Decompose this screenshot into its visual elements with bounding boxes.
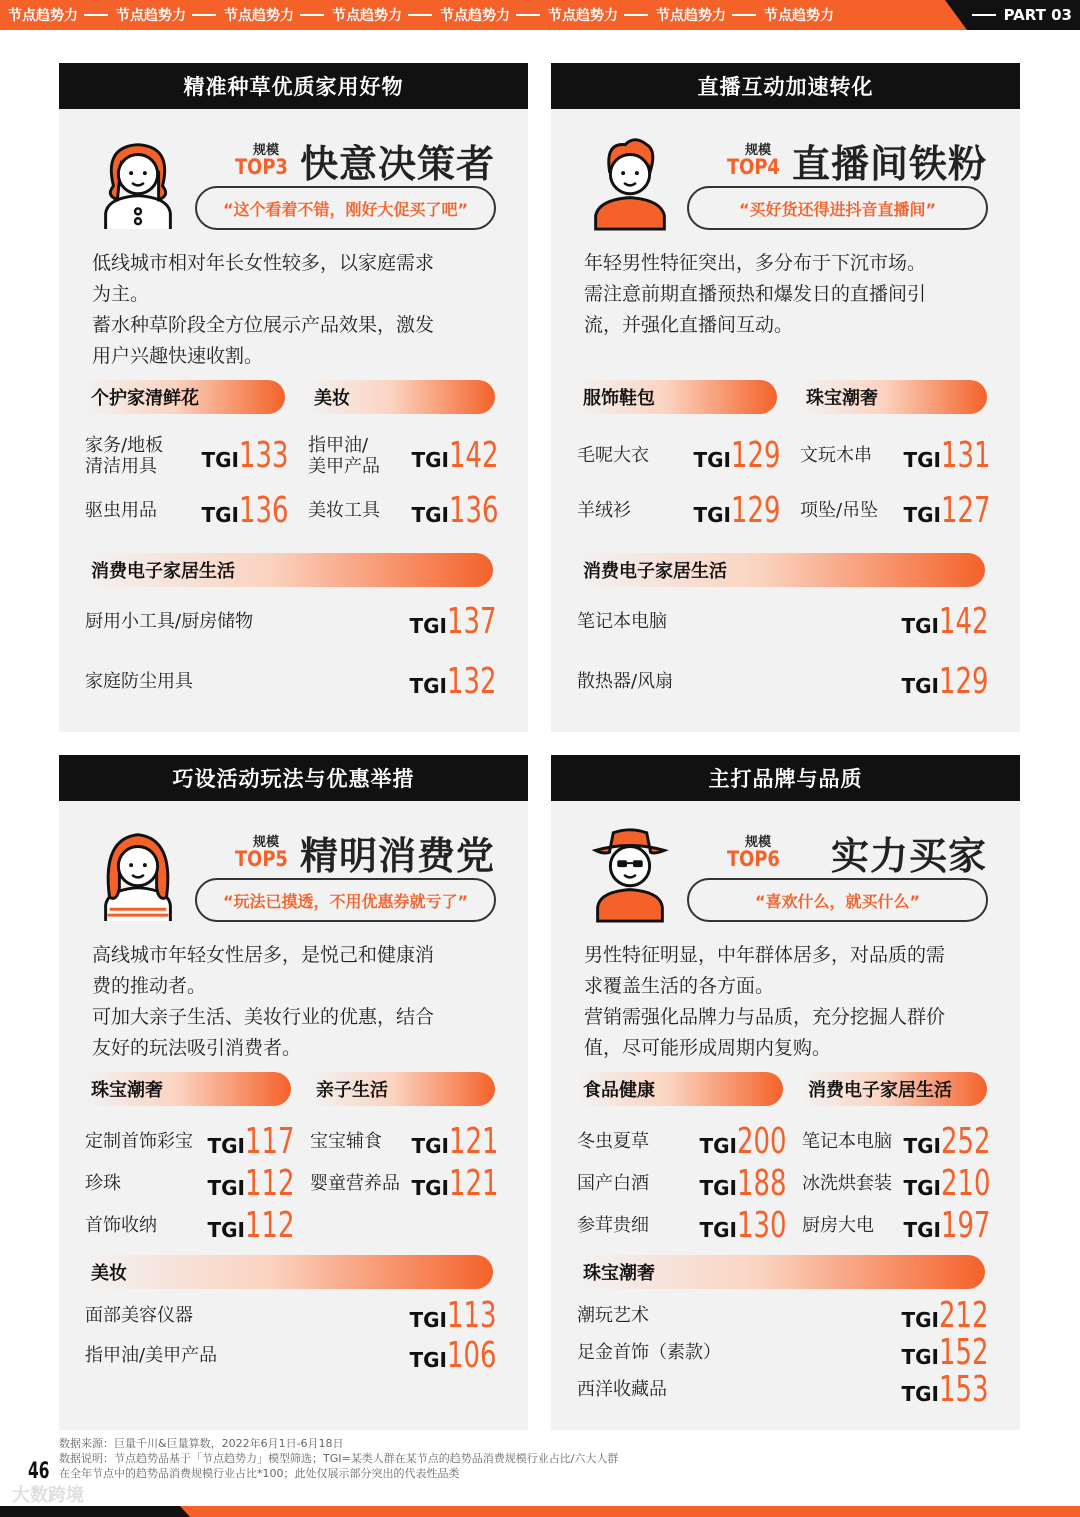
tgi-label: TGI [699,1133,737,1158]
category-section-full [577,1255,989,1410]
tgi-row [85,428,289,483]
banner-tag [764,5,834,25]
item-name: 参茸贵细 [577,1214,649,1236]
data-note: 数据说明：节点趋势品基于「节点趋势力」模型筛选；TGI=某类人群在某节点的趋势品消费规模行业占比/六大人群 [59,1452,619,1465]
item-name: 珍珠 [85,1172,121,1194]
tgi-label: TGI [901,1345,939,1369]
tgi-value [411,490,499,531]
item-name: 羊绒衫 [577,500,631,521]
tgi-value [207,1204,295,1246]
tgi-value [411,1162,499,1204]
persona-title: 直播间铁粉 [791,142,987,186]
banner-tag-text: 节点趋势力 [548,8,618,24]
tgi-label: TGI [903,1133,941,1158]
persona-quote: “玩法已摸透，不用优惠券就亏了” [195,878,496,922]
description-line: 可加大亲子生活、美妆行业的优惠，结合 [92,1006,435,1028]
persona-description [92,248,434,372]
tgi-row [85,1334,497,1376]
tgi-value [411,435,499,476]
tgi-label: TGI [901,613,939,638]
category-bar: 消费电子家居生活 [85,553,493,587]
rank-label: TOP4 [727,155,780,179]
persona-title: 实力买家 [830,834,987,878]
item-name: 驱虫用品 [85,500,157,521]
tgi-label: TGI [409,673,447,698]
persona-quote: “这个看着不错，刚好大促买了吧” [195,186,496,230]
persona-card [551,63,1020,732]
tgi-row [85,651,497,711]
item-name: 面部美容仪器 [85,1304,193,1326]
tgi-row [577,1295,989,1336]
card-header: 精准种草优质家用好物 [59,63,528,109]
tgi-value [207,1120,295,1162]
tgi-label: TGI [903,448,941,472]
category-bar: 消费电子家居生活 [802,1072,987,1106]
item-name: 散热器/风扇 [577,670,674,692]
item-name: 家庭防尘用具 [85,670,193,692]
tgi-label: TGI [207,1133,245,1158]
banner-tag [332,5,432,25]
category-bar: 珠宝潮奢 [577,1255,985,1289]
description-line: 低线城市相对年长女性较多，以家庭需求 [92,252,435,274]
banner-tag-text: 节点趋势力 [440,8,510,24]
tgi-value [903,435,991,476]
description-line: 费的推动者。 [92,975,207,997]
item-name: 冬虫夏草 [577,1130,649,1152]
tgi-row [308,428,499,483]
male-avatar-icon [585,127,675,231]
tgi-label: TGI [411,503,449,527]
banner-tag-text: 节点趋势力 [8,8,78,24]
tgi-number: 117 [245,1120,295,1162]
category-section [577,380,781,538]
description-line: 用户兴趣快速收割。 [92,345,264,367]
tgi-value [409,1294,497,1336]
tgi-row [800,483,991,538]
category-bar: 珠宝潮奢 [800,380,987,414]
persona-title: 精明消费党 [299,834,495,878]
description-line: 流，并强化直播间互动。 [584,314,794,336]
item-name: 毛呢大衣 [577,445,649,466]
data-source: 数据来源：巨量千川&巨量算数，2022年6月1日-6月18日 [59,1437,344,1450]
tgi-value [699,1162,787,1204]
tgi-label: TGI [411,1133,449,1158]
card-header: 巧设活动玩法与优惠举措 [59,755,528,801]
tgi-row [577,1162,787,1204]
tgi-value [411,1120,499,1162]
category-section [85,1072,295,1246]
tgi-label: TGI [409,613,447,638]
tgi-number: 121 [449,1120,499,1162]
banner-tag-text: 节点趋势力 [332,8,402,24]
tgi-number: 252 [941,1120,991,1162]
tgi-label: TGI [901,1308,939,1332]
tgi-number: 129 [939,660,989,702]
item-name: 文玩木串 [800,445,872,466]
dash-divider [192,14,216,16]
scale-label: 规模 [253,143,280,158]
tgi-row [85,1294,497,1336]
category-section [308,380,499,538]
item-name: 笔记本电脑 [802,1130,892,1152]
tgi-value [901,600,989,642]
tgi-label: TGI [201,448,239,472]
rank-label: TOP5 [235,847,288,871]
description-line: 高线城市年轻女性居多，是悦己和健康消 [92,944,435,966]
tgi-value [903,490,991,531]
tgi-number: 129 [731,490,781,531]
category-section [577,1072,787,1246]
tgi-label: TGI [201,503,239,527]
card-header: 直播互动加速转化 [551,63,1020,109]
tgi-row [310,1162,499,1204]
item-name: 足金首饰（素款） [577,1342,721,1363]
tgi-row [85,1204,295,1246]
persona-card [59,63,528,732]
banner-tag [8,5,108,25]
tgi-label: TGI [207,1217,245,1242]
item-name: 厨用小工具/厨房储物 [85,610,254,632]
tgi-row [577,1332,989,1373]
tgi-label: TGI [411,1175,449,1200]
tgi-row [802,1120,991,1162]
tgi-label: TGI [903,503,941,527]
tgi-value [207,1162,295,1204]
tgi-label: TGI [411,448,449,472]
watermark: 大数跨境 [12,1485,84,1506]
tgi-value [903,1204,991,1246]
tgi-label: TGI [409,1307,447,1332]
tgi-number: 137 [447,600,497,642]
tgi-label: TGI [699,1217,737,1242]
footer-notes [59,1436,618,1481]
scale-label: 规模 [253,835,280,850]
category-section [802,1072,991,1246]
tgi-row [577,1204,787,1246]
banner-tag [440,5,540,25]
category-section-full [85,1255,497,1376]
dash-divider [732,14,756,16]
banner-tags [8,5,834,25]
young-female-avatar-icon [93,819,183,923]
rank-label: TOP3 [235,155,288,179]
tgi-row [85,483,289,538]
tgi-value [903,1162,991,1204]
item-name: 家务/地板 清洁用具 [85,434,164,477]
tgi-number: 112 [245,1162,295,1204]
card-header: 主打品牌与品质 [551,755,1020,801]
banner-tag-text: 节点趋势力 [224,8,294,24]
banner-tag [548,5,648,25]
tgi-number: 200 [737,1120,787,1162]
persona-description [92,940,434,1064]
tgi-number: 142 [449,435,499,476]
item-name: 首饰收纳 [85,1214,157,1236]
tgi-label: TGI [903,1175,941,1200]
tgi-label: TGI [901,673,939,698]
banner-tag [656,5,756,25]
category-section [310,1072,499,1204]
tgi-number: 130 [737,1204,787,1246]
tgi-value [901,1369,989,1410]
bottom-bar [0,1506,1080,1517]
tgi-number: 136 [449,490,499,531]
hat-sunglasses-avatar-icon [585,819,675,923]
tgi-value [699,1204,787,1246]
category-bar: 个护家清鲜花 [85,380,285,414]
tgi-number: 210 [941,1162,991,1204]
category-section [85,380,289,538]
tgi-number: 113 [447,1294,497,1336]
persona-description [584,940,945,1064]
dash-divider [84,14,108,16]
tgi-row [577,1369,989,1410]
description-line: 蓄水种草阶段全方位展示产品效果，激发 [92,314,435,336]
item-name: 厨房大电 [802,1214,874,1236]
description-line: 需注意前期直播预热和爆发日的直播间引 [584,283,927,305]
dash-divider [624,14,648,16]
tgi-value [409,660,497,702]
category-bar: 美妆 [85,1255,493,1289]
item-name: 定制首饰彩宝 [85,1130,193,1152]
tgi-value [409,1334,497,1376]
item-name: 指甲油/美甲产品 [85,1344,218,1366]
category-bar: 服饰鞋包 [577,380,777,414]
part-label [972,6,1072,24]
description-line: 值，尽可能形成周期内复购。 [584,1037,832,1059]
tgi-label: TGI [699,1175,737,1200]
tgi-value [901,1332,989,1373]
description-line: 营销需强化品牌力与品质，充分挖掘人群价 [584,1006,946,1028]
category-bar: 食品健康 [577,1072,783,1106]
item-name: 西洋收藏品 [577,1379,667,1400]
tgi-number: 112 [245,1204,295,1246]
item-name: 笔记本电脑 [577,610,667,632]
bottom-bar-dark [0,1506,190,1517]
tgi-row [85,591,497,651]
tgi-label: TGI [693,448,731,472]
tgi-number: 197 [941,1204,991,1246]
tgi-row [577,1120,787,1162]
tgi-value [693,435,781,476]
tgi-number: 127 [941,490,991,531]
tgi-value [901,1295,989,1336]
tgi-row [800,428,991,483]
scale-label: 规模 [745,143,772,158]
description-line: 年轻男性特征突出，多分布于下沉市场。 [584,252,927,274]
tgi-value [409,600,497,642]
tgi-row [577,591,989,651]
category-bar: 消费电子家居生活 [577,553,985,587]
tgi-row [802,1204,991,1246]
persona-card [551,755,1020,1430]
tgi-number: 188 [737,1162,787,1204]
banner-tag-text: 节点趋势力 [656,8,726,24]
category-bar: 亲子生活 [310,1072,495,1106]
persona-quote: “买好货还得进抖音直播间” [687,186,988,230]
female-avatar-icon [93,127,183,231]
item-name: 指甲油/ 美甲产品 [308,434,380,477]
tgi-value [699,1120,787,1162]
banner-tag-text: 节点趋势力 [764,8,834,24]
description-line: 男性特征明显，中年群体居多，对品质的需 [584,944,946,966]
tgi-label: TGI [903,1217,941,1242]
banner-tag-text: 节点趋势力 [116,8,186,24]
tgi-row [577,428,781,483]
persona-quote: “喜欢什么，就买什么” [687,878,988,922]
top-banner [0,0,1080,30]
tgi-row [802,1162,991,1204]
category-bar: 珠宝潮奢 [85,1072,291,1106]
tgi-number: 131 [941,435,991,476]
tgi-value [693,490,781,531]
rank-label: TOP6 [727,847,780,871]
item-name: 冰洗烘套装 [802,1172,892,1194]
tgi-value [201,490,289,531]
tgi-value [903,1120,991,1162]
tgi-number: 136 [239,490,289,531]
tgi-value [901,660,989,702]
tgi-row [308,483,499,538]
dash-divider [972,14,996,16]
category-section-full [577,553,989,711]
tgi-number: 142 [939,600,989,642]
tgi-number: 132 [447,660,497,702]
tgi-label: TGI [409,1347,447,1372]
category-section [800,380,991,538]
tgi-row [577,483,781,538]
tgi-number: 212 [939,1295,989,1336]
item-name: 国产白酒 [577,1172,649,1194]
item-name: 婴童营养品 [310,1172,400,1194]
data-note-cont: 在全年节点中的趋势品消费规模行业占比*100；此处仅展示部分突出的代表性品类 [59,1467,460,1480]
tgi-number: 152 [939,1332,989,1373]
banner-tag [224,5,324,25]
tgi-number: 153 [939,1369,989,1410]
tgi-row [85,1162,295,1204]
persona-card [59,755,528,1430]
persona-description [584,248,926,341]
item-name: 项坠/吊坠 [800,500,879,521]
tgi-row [310,1120,499,1162]
dash-divider [300,14,324,16]
tgi-label: TGI [693,503,731,527]
category-section-full [85,553,497,711]
tgi-number: 106 [447,1334,497,1376]
dash-divider [408,14,432,16]
tgi-label: TGI [207,1175,245,1200]
tgi-number: 133 [239,435,289,476]
tgi-label: TGI [901,1382,939,1406]
tgi-number: 129 [731,435,781,476]
description-line: 求覆盖生活的各方面。 [584,975,775,997]
item-name: 宝宝辅食 [310,1130,382,1152]
description-line: 为主。 [92,283,150,305]
tgi-value [201,435,289,476]
part-text: PART 03 [1003,6,1072,24]
category-bar: 美妆 [308,380,495,414]
scale-label: 规模 [745,835,772,850]
item-name: 潮玩艺术 [577,1305,649,1326]
tgi-row [577,651,989,711]
item-name: 美妆工具 [308,500,380,521]
description-line: 友好的玩法吸引消费者。 [92,1037,302,1059]
banner-tag [116,5,216,25]
dash-divider [516,14,540,16]
tgi-number: 121 [449,1162,499,1204]
tgi-row [85,1120,295,1162]
page-number: 46 [28,1459,50,1484]
persona-title: 快意决策者 [299,142,495,186]
